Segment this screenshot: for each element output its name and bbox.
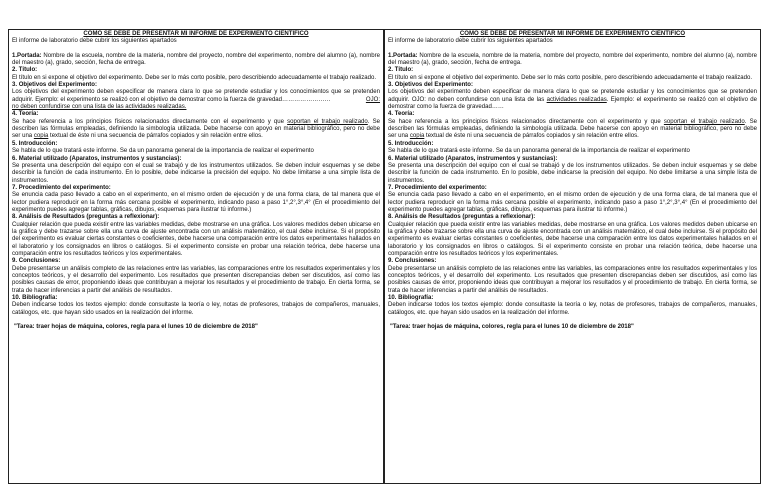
- section-portada: [12, 53, 380, 68]
- section-heading: 9. Conclusiones:: [12, 258, 61, 265]
- section-heading: 5. Introducción:: [388, 140, 434, 147]
- section-text: Deben indicarse todos los textos ejemplo: donde consultaste la teoría o ley, notas de profesores, trabajos de compañeros, manuales, catálogos, etc. que hayan sido usados en la realización del informe.: [388, 302, 757, 316]
- underlined-text: copia: [33, 133, 49, 140]
- section-teoria-text: [388, 119, 757, 141]
- section-heading: 2. Título:: [388, 67, 414, 74]
- section-text: El título en si expone el objetivo del experimento. Debe ser lo más corto posible, pero describiendo adecuadamente el trabajo realizado.: [388, 74, 753, 81]
- section-text: . Ejemplo: el experimento se realizó con el objetivo de demostrar como la fuerza de gravedad……: [388, 96, 757, 111]
- homework-note: "Tarea: traer hojas de máquina, colores, regla para el lunes 10 de diciembre de 2018": [14, 324, 258, 331]
- section-text: Se habla de lo que tratará este informe. Se da un panorama general de la importancia de realizar el experimento: [388, 148, 690, 155]
- section-heading: 8. Análisis de Resultados (preguntas a reflexionar):: [12, 214, 160, 221]
- left-column: [8, 29, 384, 484]
- section-text: Debe presentarse un análisis completo de las relaciones entre las variables, las comparaciones entre los resultados experimentales y los conceptos teóricos, y el desarrollo del experimento. Los resultados que presenten discrepancias deben ser discutidos, así como las posibles causas de error, proponiendo ideas que contribuyan a mejorar los resultados y el procedimiento de trabajo. En cierta forma, se trata de hacer inferencias a partir del análisis de resultados.: [12, 265, 380, 294]
- section-text: . Se describen las fórmulas empleadas, definiendo la simbología utilizada. Debe hacerse con apoyo en material bibliográfico, pero no debe ser una: [12, 118, 381, 140]
- section-text: Se presenta una descripción del equipo con el cual se trabajó y de los instrumentos utilizados. Se deben incluir esquemas y se debe describir la función de cada instrumento. En lo posible, debe indicarse la precisión del equipo. No debe limitarse a una simple lista de instrumentos.: [12, 162, 380, 184]
- section-heading: 10. Bibliografía:: [388, 295, 434, 302]
- section-portada: [388, 53, 757, 68]
- underlined-text: soportan el trabajo realizado: [663, 118, 745, 125]
- section-text: Se enuncia cada paso llevado a cabo en el experimento, en el mismo orden de ejecución y de una forma clara, de tal manera que el lector pudiera reproducir en la forma más cercana posible el experimento, indicando paso a paso 1°,2°,3°,4° (En el procedimiento del experimento puedes agregar tablas, gráficas, dibujos, esquemas para ilustrar tú informe.): [12, 192, 380, 213]
- section-heading: 2. Título:: [12, 67, 38, 74]
- section-text: Se presenta una descripción del equipo con el cual se trabajó y de los instrumentos utilizados. Se deben incluir esquemas y se debe describir la función de cada instrumento. En lo posible, debe indicarse la precisión del equipo. No debe limitarse a una simple lista de instrumentos.: [388, 162, 757, 184]
- section-heading: 1.Portada:: [12, 52, 42, 59]
- section-objetivos-text: [12, 89, 380, 111]
- section-text: textual de éste ni una secuencia de párrafos copiados y sin relación entre ellos.: [48, 133, 263, 140]
- section-heading: 3. Objetivos del Experimento:: [388, 82, 474, 89]
- section-heading: 1.Portada:: [388, 52, 418, 59]
- section-text: Se hace referencia a los principios físicos relacionados directamente con el experimento y que: [12, 118, 288, 125]
- warning-note: OJO: no deben confundirse con una lista de las actividades realizadas.: [12, 96, 381, 111]
- underlined-text: soportan el trabajo realizado: [287, 118, 368, 125]
- homework-note: "Tarea: traer hojas de máquina, colores, regla para el lunes 10 de diciembre de 2018": [390, 324, 634, 331]
- section-text: Se hace referencia a los principios físicos relacionados directamente con el experimento y que: [388, 118, 664, 125]
- section-text: El título en si expone el objetivo del experimento. Debe ser lo más corto posible, pero describiendo adecuadamente el trabajo realizado.: [12, 74, 377, 81]
- underlined-text: copia: [409, 133, 425, 140]
- section-heading: 6. Material utilizado (Aparatos, instrumentos y sustancias):: [12, 155, 182, 162]
- section-teoria-text: [12, 119, 380, 141]
- section-text: Nombre de la escuela, nombre de la materia, nombre del proyecto, nombre del experimento, nombre del alumno (a), nombre del maestro (a), grado, sección, fecha de entrega.: [388, 52, 757, 67]
- document-title: COMO SE DEBE DE PRESENTAR MI INFORME DE EXPERIMENTO CIENTIFICO: [83, 31, 309, 37]
- section-text: Cualquier relación que pueda existir entre las variables medidas, debe mostrarse en una gráfica. Los valores medidos deben ubicarse en la gráfica y debe trazarse sobre ella una curva de ajuste encontrada con un análisis matemático, el cual debe incluirse. Si el propósito del experimento es evaluar ciertas constantes o coeficientes, debe hacerse una comparación entre los datos experimentales hallados en el laboratorio y los consignados en libros o catálogos. Si el experimento consiste en probar una relación teórica, debe hacerse una comparación entre los resultados teóricos y los experimentales.: [388, 221, 757, 257]
- right-column: [384, 29, 761, 484]
- section-text: . Se describen las fórmulas empleadas, definiendo la simbología utilizada. Debe hacerse con apoyo en material bibliográfico, pero no debe ser una: [388, 118, 757, 140]
- section-text: Se habla de lo que tratará este informe. Se da un panorama general de la importancia de realizar el experimento: [12, 148, 314, 155]
- section-heading: 9. Conclusiones:: [388, 258, 437, 265]
- section-objetivos-text: [388, 89, 757, 111]
- section-text: Se enuncia cada paso llevado a cabo en el experimento, en el mismo orden de ejecución y de una forma clara, de tal manera que el lector pudiera reproducir en la forma más cercana posible el experimento, indicando paso a paso 1°,2°,3°,4° (En el procedimiento del experimento puedes agregar tablas, gráficas, dibujos, esquemas para ilustrar tú informe.): [388, 192, 757, 213]
- section-heading: 4. Teoría:: [388, 111, 415, 118]
- section-text: Cualquier relación que pueda existir entre las variables medidas, debe mostrarse en una gráfica. Los valores medidos deben ubicarse en la gráfica y debe trazarse sobre ella una curva de ajuste encontrada con un análisis matemático, el cual debe incluirse. Si el propósito del experimento es evaluar ciertas constantes o coeficientes, debe hacerse una comparación entre los datos experimentales hallados en el laboratorio y los consignados en libros o catálogos. Si el experimento consiste en probar una relación teórica, debe hacerse una comparación entre los resultados teóricos y los experimentales.: [12, 221, 380, 257]
- section-heading: 7. Procedimiento del experimento:: [12, 184, 111, 191]
- section-text: Los objetivos del experimento deben especificar de manera clara lo que se pretende estudiar y los conocimientos que se pretenden adquirir. Ejemplo: el experimento se realizó con el objetivo de demostrar como la fuerza de gravedad……………………: [12, 89, 380, 103]
- section-heading: 6. Material utilizado (Aparatos, instrumentos y sustancias):: [388, 155, 558, 162]
- intro-text: El informe de laboratorio debe cubrir los siguientes apartados: [12, 38, 177, 45]
- section-heading: 3. Objetivos del Experimento:: [12, 82, 98, 89]
- section-heading: 10. Bibliografía:: [12, 295, 58, 302]
- document-title: COMO SE DEBE DE PRESENTAR MI INFORME DE EXPERIMENTO CIENTIFICO: [459, 31, 686, 37]
- section-text: Los objetivos del experimento deben especificar de manera clara lo que se pretende estudiar y los conocimientos que se pretenden adquirir. OJO: no deben confundirse con una lista de las: [388, 89, 757, 103]
- section-heading: 4. Teoría:: [12, 111, 39, 118]
- section-heading: 7. Procedimiento del experimento:: [388, 184, 487, 191]
- underlined-text: actividades realizadas: [546, 96, 607, 103]
- section-text: Nombre de la escuela, nombre de la materia, nombre del proyecto, nombre del experimento, nombre del alumno (a), nombre del maestro (a), grado, sección, fecha de entrega.: [12, 52, 380, 67]
- section-heading: 8. Análisis de Resultados (preguntas a reflexionar):: [388, 214, 536, 221]
- section-text: textual de éste ni una secuencia de párrafos copiados y sin relación entre ellos.: [424, 133, 639, 140]
- section-heading: 5. Introducción:: [12, 140, 58, 147]
- section-text: Debe presentarse un análisis completo de las relaciones entre las variables, las comparaciones entre los resultados experimentales y los conceptos teóricos, y el desarrollo del experimento. Los resultados que presenten discrepancias deben ser discutidos, así como las posibles causas de error, proponiendo ideas que contribuyan a mejorar los resultados y el procedimiento de trabajo. En cierta forma, se trata de hacer inferencias a partir del análisis de resultados.: [388, 265, 757, 294]
- intro-text: El informe de laboratorio debe cubrir los siguientes apartados: [388, 38, 553, 45]
- section-text: Deben indicarse todos los textos ejemplo: donde consultaste la teoría o ley, notas de profesores, trabajos de compañeros, manuales, catálogos, etc. que hayan sido usados en la realización del informe.: [12, 302, 380, 316]
